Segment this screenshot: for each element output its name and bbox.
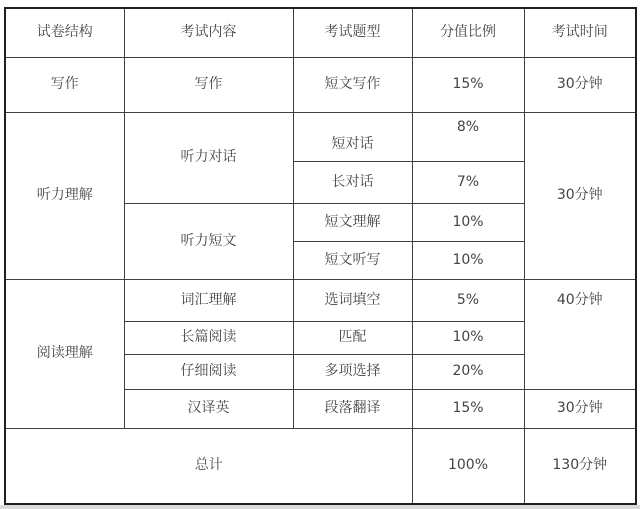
header-cell-time: 考试时间: [524, 8, 636, 57]
exam-structure-table: [4, 7, 637, 505]
cell-total-ratio: 100%: [412, 428, 524, 504]
header-cell-ratio: 分值比例: [412, 8, 524, 57]
cell-long-reading-content: 长篇阅读: [124, 321, 293, 354]
cell-writing-time: 30分钟: [524, 57, 636, 112]
cell-short-dialog-ratio: 8%: [412, 112, 524, 161]
cell-vocabulary-ratio: 5%: [412, 279, 524, 321]
cell-reading-section: 阅读理解: [5, 279, 124, 428]
cell-translation-time: 30分钟: [524, 389, 636, 428]
table-row-writing: [5, 57, 636, 112]
cell-careful-reading-ratio: 20%: [412, 354, 524, 389]
cell-total-time: 130分钟: [524, 428, 636, 504]
table-row-vocabulary: [5, 279, 636, 321]
header-cell-type: 考试题型: [293, 8, 412, 57]
table-row-short-dialog: [5, 112, 636, 161]
cell-long-dialog-ratio: 7%: [412, 161, 524, 203]
cell-careful-reading-type: 多项选择: [293, 354, 412, 389]
cell-listening-passage-content: 听力短文: [124, 203, 293, 279]
cell-total-label: 总计: [5, 428, 412, 504]
cell-translation-type: 段落翻译: [293, 389, 412, 428]
header-cell-content: 考试内容: [124, 8, 293, 57]
cell-listening-time: 30分钟: [524, 112, 636, 279]
table-header-row: [5, 8, 636, 57]
cell-writing-content: 写作: [124, 57, 293, 112]
cell-vocabulary-type: 选词填空: [293, 279, 412, 321]
cell-translation-ratio: 15%: [412, 389, 524, 428]
cell-passage-dictation-ratio: 10%: [412, 241, 524, 279]
cell-passage-comprehension-type: 短文理解: [293, 203, 412, 241]
cell-passage-comprehension-ratio: 10%: [412, 203, 524, 241]
table-row-total: [5, 428, 636, 504]
cell-writing-type: 短文写作: [293, 57, 412, 112]
cell-reading-main-time: 40分钟: [524, 279, 636, 389]
cell-passage-dictation-type: 短文听写: [293, 241, 412, 279]
cell-vocabulary-content: 词汇理解: [124, 279, 293, 321]
cell-listening-dialog-content: 听力对话: [124, 112, 293, 203]
cell-careful-reading-content: 仔细阅读: [124, 354, 293, 389]
bottom-edge-strip: [0, 505, 640, 509]
cell-short-dialog-type: 短对话: [293, 112, 412, 161]
cell-listening-section: 听力理解: [5, 112, 124, 279]
cell-writing-ratio: 15%: [412, 57, 524, 112]
cell-translation-content: 汉译英: [124, 389, 293, 428]
cell-long-reading-type: 匹配: [293, 321, 412, 354]
cell-long-reading-ratio: 10%: [412, 321, 524, 354]
header-cell-structure: 试卷结构: [5, 8, 124, 57]
cell-long-dialog-type: 长对话: [293, 161, 412, 203]
cell-writing-section: 写作: [5, 57, 124, 112]
